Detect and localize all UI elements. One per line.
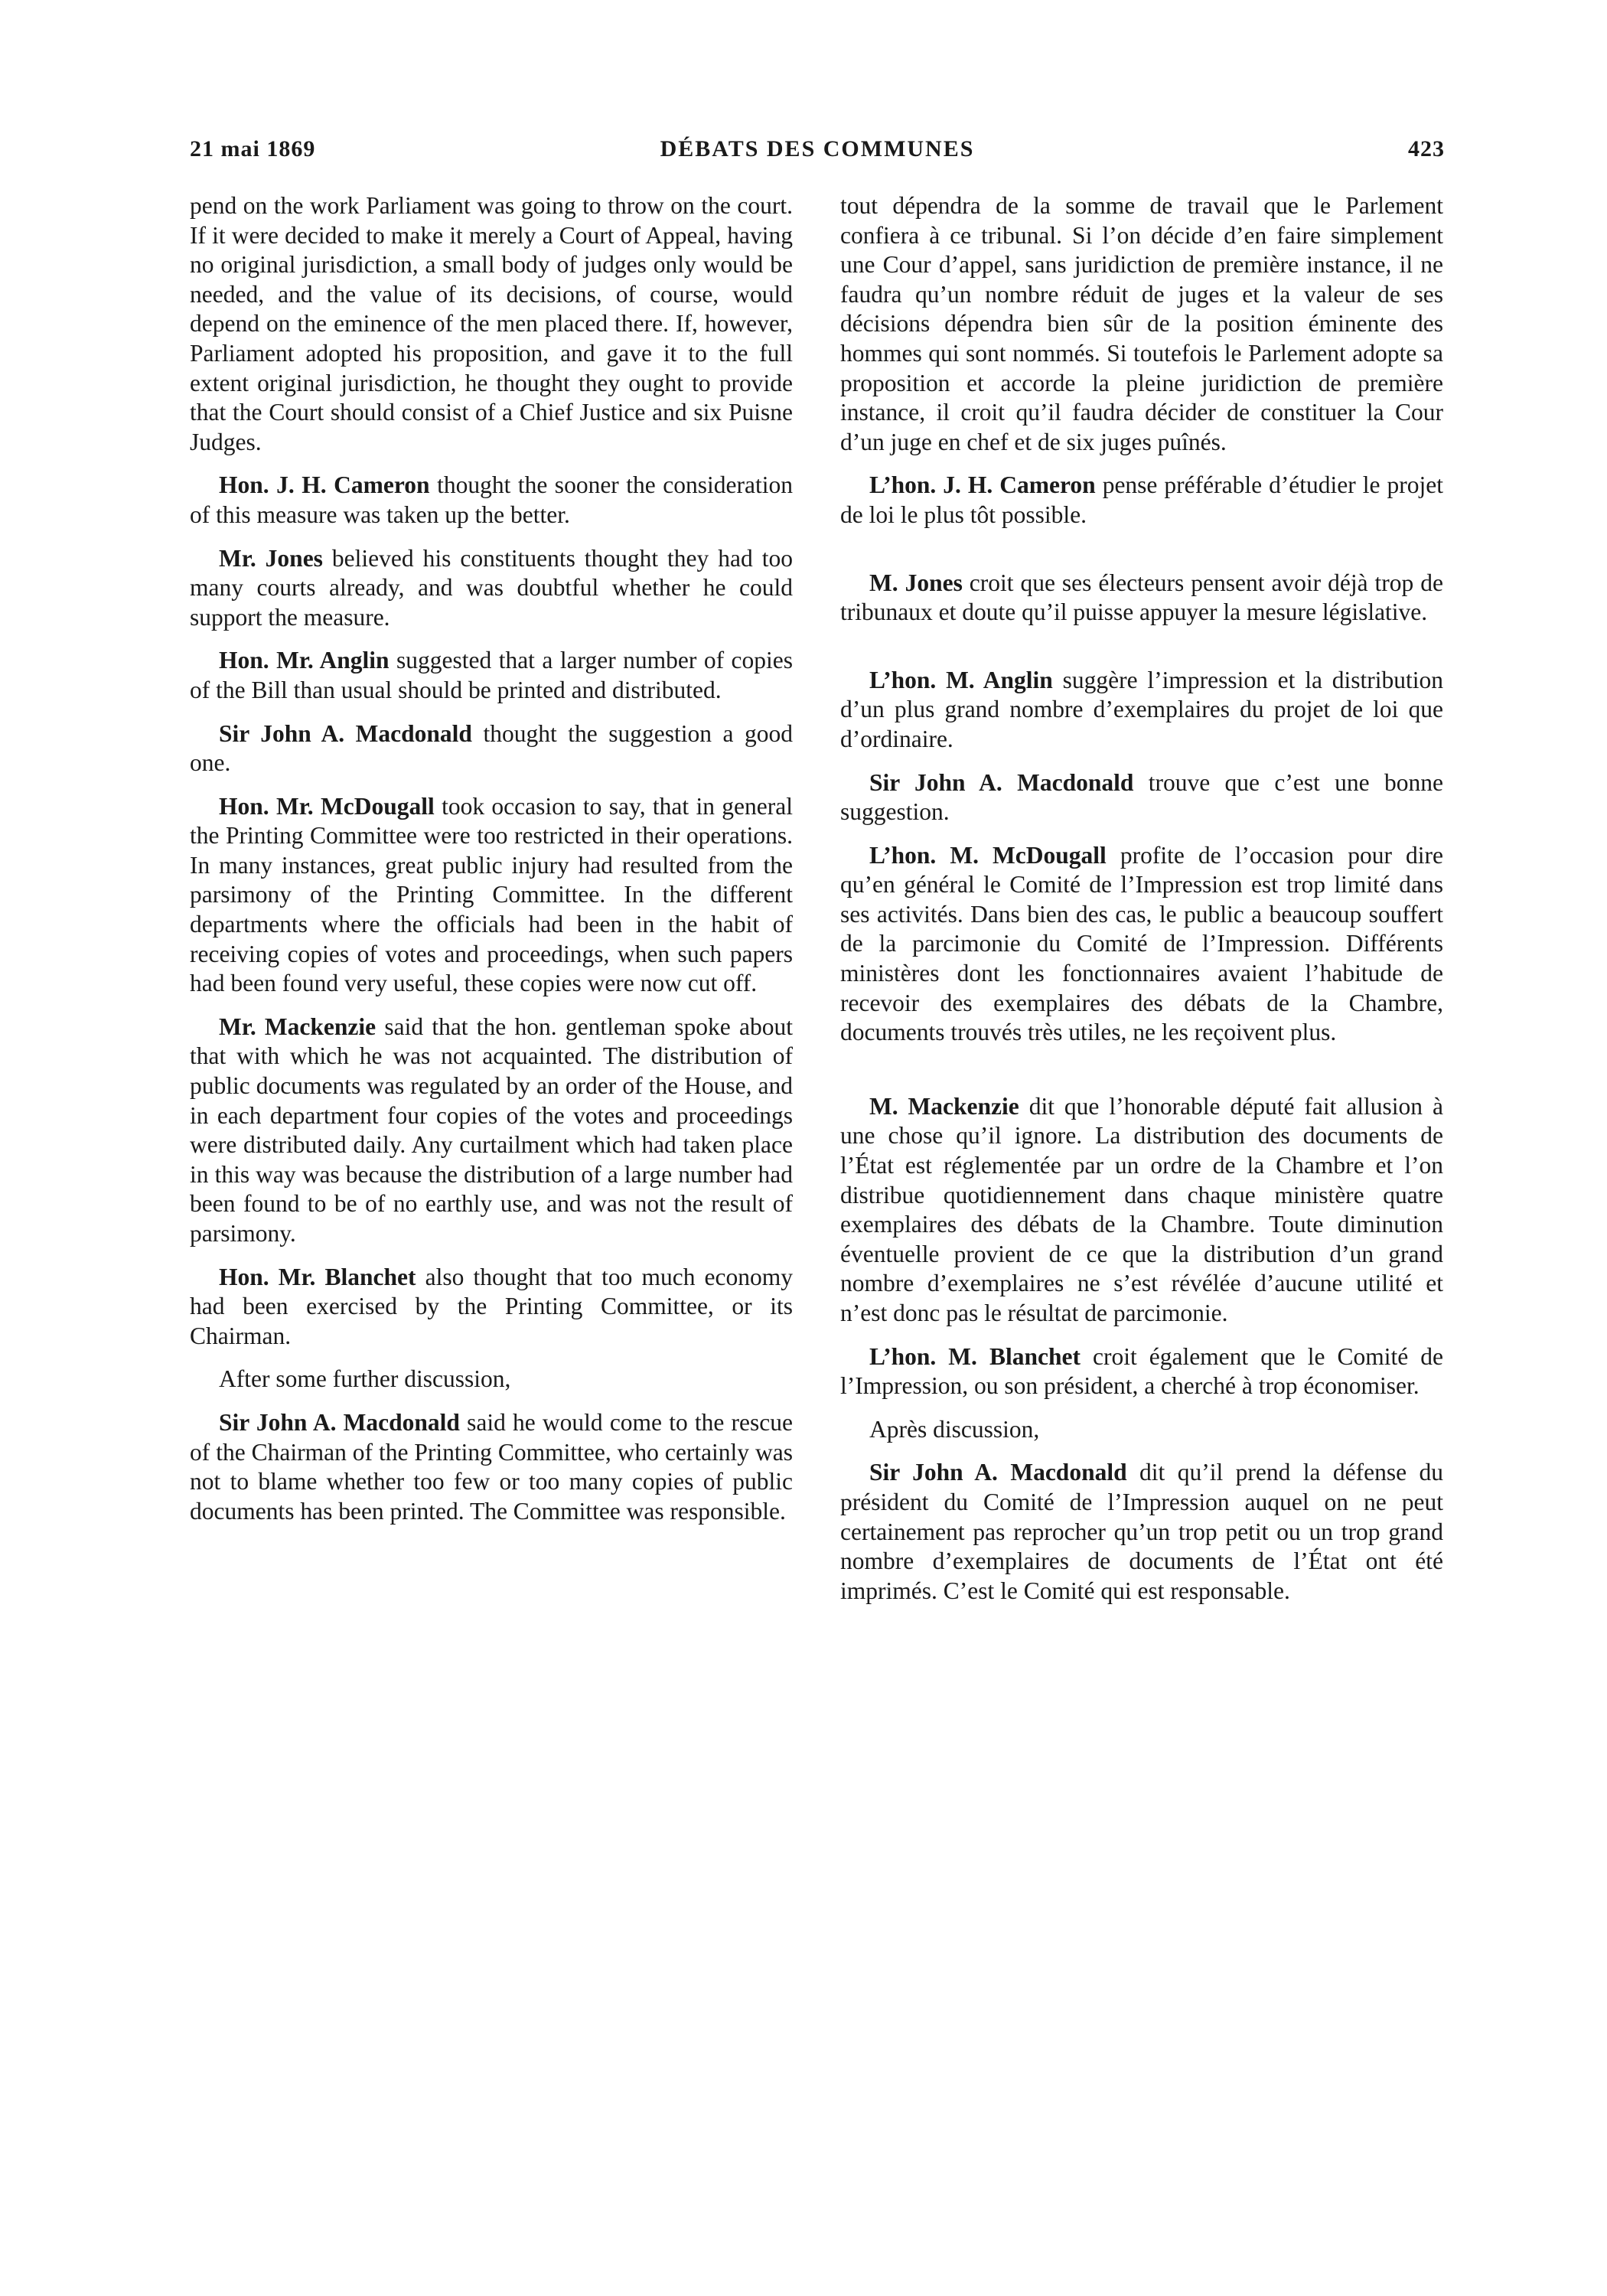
paragraph [840, 471, 1443, 530]
paragraph [190, 1365, 793, 1394]
speaker-name: L’hon. M. Blanchet [869, 1342, 1081, 1370]
speaker-name: Sir John A. Macdonald [219, 1408, 460, 1436]
paragraph-text: profite de l’occasion pour dire qu’en général le Comité de l’Impression est trop limité dans ses activités. Dans bien des cas, le public a beaucoup souffert de la parcimonie du Comité de l’Impression. Différents ministères dont les fonctionnaires avaient l’habitude de recevoir des exemplaires des débats de la Chambre, documents trouvés très utiles, ne les reçoivent plus. [840, 841, 1443, 1046]
paragraph [840, 569, 1443, 628]
header-title: DÉBATS DES COMMUNES [660, 136, 975, 161]
running-header [190, 130, 1445, 176]
paragraph-text: also thought that too much economy had been exercised by the Printing Committee, or its Chairman. [190, 1263, 793, 1349]
paragraph-text: said that the hon. gentleman spoke about that with which he was not acquainted. The distribution of public documents was regulated by an order of the House, and in each department four copies of the votes and proceedings were distributed daily. Any curtailment which had taken place in this way was because the distribution of a large number had been found to be of no earthly use, and was not the result of parsimony. [190, 1013, 793, 1247]
speaker-name: L’hon. M. Anglin [869, 666, 1053, 693]
speaker-name: Sir John A. Macdonald [869, 1459, 1127, 1486]
speaker-name: Hon. Mr. McDougall [219, 792, 435, 820]
paragraph-text: tout dépendra de la somme de travail que le Parlement confiera à ce tribunal. Si l’on décide d’en faire simplement une Cour d’appel, sans juridiction de première instance, il ne faudra qu’un nombre réduit de juges et la valeur de ses décisions dépendra bien sûr de la position éminente des hommes qui sont nommés. Si toutefois le Parlement adopte sa proposition et accorde la pleine juridiction de première instance, il croit qu’il faudra décider de constituer la Cour d’un juge en chef et de six juges puînés. [840, 192, 1443, 455]
paragraph [840, 666, 1443, 755]
paragraph-text: thought the suggestion a good one. [190, 719, 793, 777]
speaker-name: Hon. J. H. Cameron [219, 471, 430, 499]
paragraph [840, 191, 1443, 457]
paragraph [190, 1013, 793, 1249]
paragraph-text: took occasion to say, that in general the Printing Committee were too restricted in their operations. In many instances, great public injury had resulted from the parsimony of the Printing Committee. In the different departments where the officials had been in the habit of receiving copies of votes and proceedings, when such papers had been found very useful, these copies were now cut off. [190, 792, 793, 997]
paragraph [840, 768, 1443, 827]
paragraph-text: Après discussion, [869, 1415, 1040, 1443]
speaker-name: Mr. Jones [219, 544, 323, 572]
speaker-name: Hon. Mr. Blanchet [219, 1263, 416, 1290]
speaker-name: Sir John A. Macdonald [219, 719, 472, 747]
paragraph-text: croit que ses électeurs pensent avoir déjà trop de tribunaux et doute qu’il puisse appuyer la mesure législative. [840, 569, 1443, 626]
speaker-name: Sir John A. Macdonald [869, 768, 1134, 796]
paragraph-text: said he would come to the rescue of the Chairman of the Printing Committee, who certainly was not to blame whether too few or too many copies of public documents has been printed. The Committee was responsible. [190, 1408, 793, 1525]
paragraph [190, 792, 793, 999]
paragraph [840, 1415, 1443, 1445]
paragraph-text: suggested that a larger number of copies of the Bill than usual should be printed and distributed. [190, 647, 793, 703]
speaker-name: L’hon. M. McDougall [869, 841, 1107, 869]
paragraph [190, 1263, 793, 1352]
french-column [840, 191, 1443, 1606]
paragraph [190, 1408, 793, 1526]
page [190, 130, 1445, 1604]
paragraph [840, 1458, 1443, 1606]
speaker-name: M. Jones [869, 569, 963, 596]
paragraph-text: After some further discussion, [219, 1365, 511, 1393]
paragraph [190, 719, 793, 778]
speaker-name: Hon. Mr. Anglin [219, 647, 390, 674]
paragraph [190, 191, 793, 457]
paragraph-text: believed his constituents thought they had too many courts already, and was doubtful whether he could support the measure. [190, 544, 793, 631]
paragraph [840, 1342, 1443, 1401]
paragraph-text: dit qu’il prend la défense du président du Comité de l’Impression auquel on ne peut certainement pas reprocher qu’un trop petit ou un trop grand nombre d’exemplaires de documents de l’État ont été imprimés. C’est le Comité qui est responsable. [840, 1459, 1443, 1604]
paragraph [840, 1092, 1443, 1329]
paragraph-text: suggère l’impression et la distribution d’un plus grand nombre d’exemplaires du projet de loi que d’ordinaire. [840, 666, 1443, 752]
paragraph [840, 841, 1443, 1048]
paragraph [190, 544, 793, 633]
paragraph-text: pense préférable d’étudier le projet de loi le plus tôt possible. [840, 471, 1443, 528]
header-date: 21 mai 1869 [190, 136, 316, 161]
paragraph-text: pend on the work Parliament was going to throw on the court. If it were decided to make it merely a Court of Appeal, having no original jurisdiction, a small body of judges only would be needed, and the value of its decisions, of course, would depend on the eminence of the men placed there. If, however, Parliament adopted his proposition, and gave it to the full extent original jurisdiction, he thought they ought to provide that the Court should consist of a Chief Justice and six Puisne Judges. [190, 192, 793, 455]
english-column [190, 191, 793, 1526]
paragraph-text: croit également que le Comité de l’Impression, ou son président, a cherché à trop économiser. [840, 1342, 1443, 1400]
speaker-name: M. Mackenzie [869, 1092, 1019, 1120]
speaker-name: Mr. Mackenzie [219, 1013, 376, 1040]
paragraph [190, 646, 793, 705]
paragraph [190, 471, 793, 530]
paragraph-text: thought the sooner the consideration of this measure was taken up the better. [190, 471, 793, 528]
speaker-name: L’hon. J. H. Cameron [869, 471, 1096, 499]
page-number: 423 [1408, 136, 1445, 161]
paragraph-text: dit que l’honorable député fait allusion à une chose qu’il ignore. La distribution des documents de l’État est réglementée par un ordre de la Chambre et l’on distribue quotidiennement dans chaque ministère quatre exemplaires des débats de la Chambre. Toute diminution éventuelle provient de ce que la distribution d’un grand nombre d’exemplaires ne s’est révélée d’aucune utilité et n’est donc pas le résultat de parcimonie. [840, 1092, 1443, 1326]
paragraph-text: trouve que c’est une bonne suggestion. [840, 768, 1443, 826]
